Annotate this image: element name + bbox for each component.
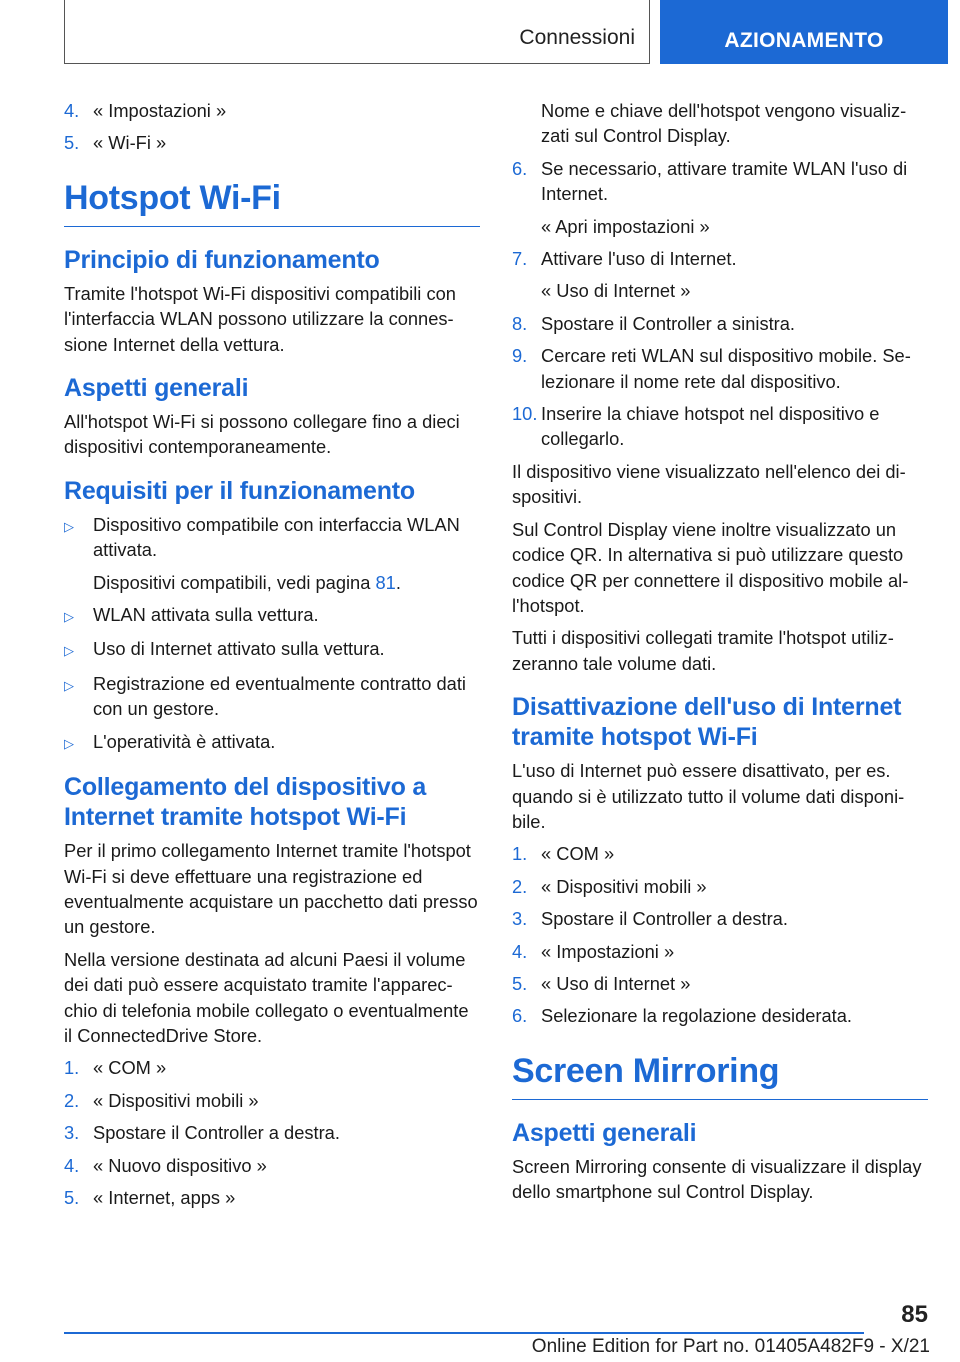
list-item: 2. « Dispositivi mobili »: [64, 1089, 259, 1111]
list-item: ▷ WLAN attivata sulla vettura.: [64, 602, 480, 629]
paragraph: Sul Control Display viene inoltre visualizzato un codice QR. In alternativa si può utilizzare questo codice QR per connettere il dispositivo mobile all'hotspot.: [512, 518, 909, 616]
list-item: 10. Inserire la chiave hotspot nel dispositivo e collegarlo.: [512, 403, 880, 450]
connection-steps-continued: [512, 156, 928, 452]
paragraph: Screen Mirroring consente di visualizzare il display dello smartphone sul Control Display.: [512, 1155, 922, 1203]
header-frame: [64, 0, 650, 64]
paragraph: Il dispositivo viene visualizzato nell'elenco dei dispositivi.: [512, 460, 906, 508]
page-link[interactable]: 81: [375, 571, 396, 593]
footer-divider: [64, 1332, 864, 1334]
chapter-heading-hotspot: Hotspot Wi-Fi: [64, 178, 480, 227]
paragraph: All'hotspot Wi-Fi si possono collegare fino a dieci dispositivi contemporaneamente.: [64, 411, 460, 458]
connection-steps-list: [64, 1055, 480, 1210]
section-heading: Collegamento del dispositivo a Internet tramite hotspot Wi-Fi: [64, 773, 427, 832]
section-heading: Aspetti generali: [512, 1118, 697, 1147]
triangle-bullet-icon: ▷: [64, 677, 74, 693]
list-item: 5. « Uso di Internet »: [512, 972, 691, 994]
paragraph: Nella versione destinata ad alcuni Paesi il volume dei dati può essere acquistato tramite l'apparecchio di telefonia mobile collegato o eventualmente il ConnectedDrive Store.: [64, 948, 469, 1046]
list-item: 6. Selezionare la regolazione desiderata.: [512, 1005, 852, 1027]
list-item: ▷ Dispositivo compatibile con interfaccia WLAN attivata. Dispositivi compatibili, vedi pagina 81.: [64, 512, 480, 595]
list-item: 4. « Nuovo dispositivo »: [64, 1154, 267, 1176]
page-number: 85: [901, 1301, 928, 1328]
paragraph: Per il primo collegamento Internet tramite l'hotspot Wi-Fi si deve effettuare una registrazione ed eventualmente acquistare un pacchetto dati presso un gestore.: [64, 840, 478, 938]
list-item: 3. Spostare il Controller a destra.: [512, 908, 788, 930]
right-column: [512, 98, 928, 1212]
requirements-list: [64, 512, 480, 756]
list-item: 5. « Wi-Fi »: [64, 132, 167, 154]
list-item: 9. Cercare reti WLAN sul dispositivo mobile. Selezionare il nome rete dal dispositivo.: [512, 345, 911, 392]
list-item: ▷ L'operatività è attivata.: [64, 729, 480, 756]
triangle-bullet-icon: ▷: [64, 518, 74, 534]
list-item: 6. Se necessario, attivare tramite WLAN l'uso di Internet. « Apri impostazioni »: [512, 157, 908, 237]
section-heading: Principio di funzionamento: [64, 245, 380, 274]
list-item: 4. « Impostazioni »: [512, 940, 675, 962]
paragraph: Tutti i dispositivi collegati tramite l'hotspot utilizzeranno tale volume dati.: [512, 627, 894, 674]
list-item: ▷ Registrazione ed eventualmente contratto dati con un gestore.: [64, 671, 480, 722]
deactivation-steps-list: [512, 841, 928, 1028]
paragraph: Tramite l'hotspot Wi-Fi dispositivi compatibili con l'interfaccia WLAN possono utilizzare la connessione Internet della vettura.: [64, 282, 456, 355]
triangle-bullet-icon: ▷: [64, 643, 74, 659]
paragraph: L'uso di Internet può essere disattivato, per es. quando si è utilizzato tutto il volume dati disponibile.: [512, 760, 905, 832]
list-item: 1. « COM »: [64, 1057, 167, 1079]
list-item: 3. Spostare il Controller a destra.: [64, 1122, 340, 1144]
continued-steps-list: [64, 98, 480, 156]
left-column: [64, 98, 480, 1217]
triangle-bullet-icon: ▷: [64, 735, 74, 751]
list-item: 7. Attivare l'uso di Internet. « Uso di Internet »: [512, 248, 737, 302]
footer-edition-text: Online Edition for Part no. 01405A482F9 - X/21: [531, 1336, 930, 1357]
header-chapter-tab[interactable]: [660, 0, 948, 64]
triangle-bullet-icon: ▷: [64, 609, 74, 625]
chapter-heading-screen-mirroring: Screen Mirroring: [512, 1051, 928, 1100]
list-item: 8. Spostare il Controller a sinistra.: [512, 312, 796, 334]
section-heading: Disattivazione dell'uso di Internet tramite hotspot Wi-Fi: [512, 693, 902, 752]
header-chapter-label: AZIONAMENTO: [724, 29, 884, 52]
list-item: 2. « Dispositivi mobili »: [512, 875, 707, 897]
list-item: 1. « COM »: [512, 843, 615, 865]
list-item: 5. « Internet, apps »: [64, 1186, 236, 1208]
section-heading: Requisiti per il funzionamento: [64, 476, 415, 505]
list-item: ▷ Uso di Internet attivato sulla vettura.: [64, 636, 480, 663]
list-item: 4. « Impostazioni »: [64, 100, 227, 121]
section-heading: Aspetti generali: [64, 374, 249, 403]
paragraph: Nome e chiave dell'hotspot vengono visualizzati sul Control Display.: [541, 100, 907, 147]
header-section-title: Connessioni: [519, 26, 635, 49]
